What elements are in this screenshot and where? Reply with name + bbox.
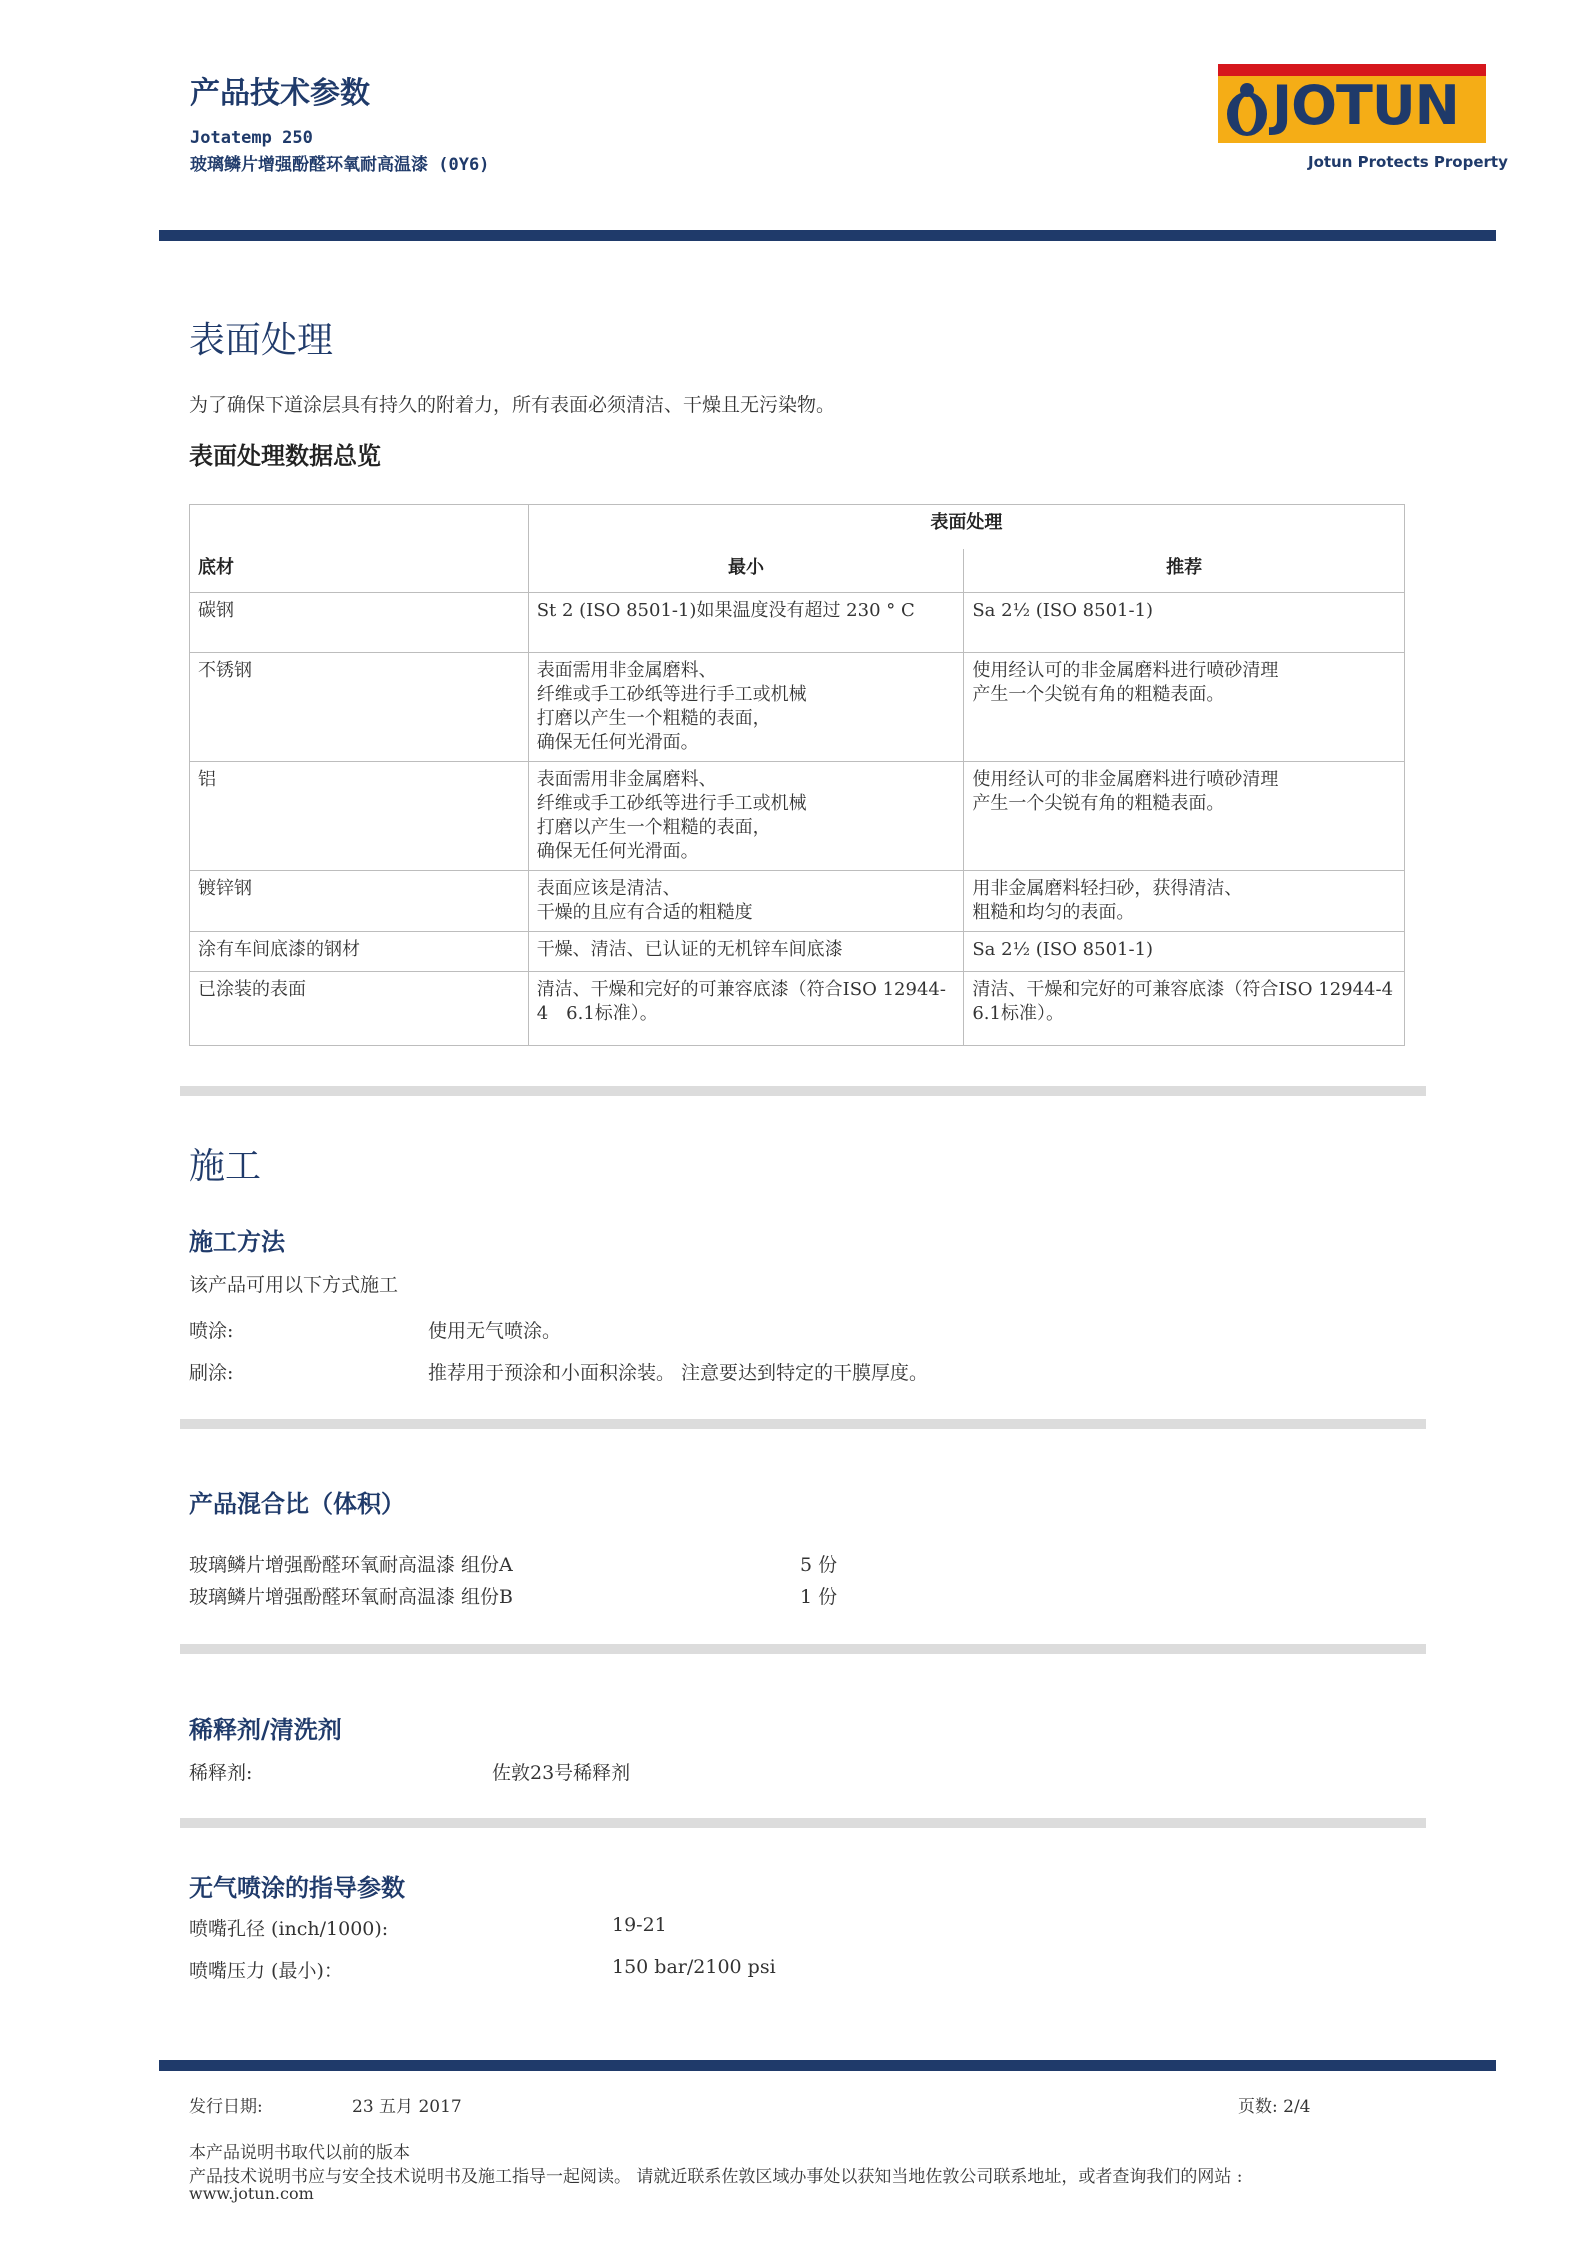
logo-tagline: Jotun Protects Property: [1308, 153, 1508, 171]
doc-title: 产品技术参数: [190, 76, 370, 111]
product-name: Jotatemp 250: [190, 128, 313, 148]
group-header: 表面处理: [528, 505, 1404, 549]
method-value: 使用无气喷涂。: [428, 1320, 562, 1342]
cell-substrate: 铝: [190, 762, 529, 871]
cell-min: 干燥、清洁、已认证的无机锌车间底漆: [528, 932, 964, 972]
website-link[interactable]: www.jotun.com: [189, 2184, 314, 2203]
cell-rec: 使用经认可的非金属磨料进行喷砂清理 产生一个尖锐有角的粗糙表面。: [964, 762, 1405, 871]
col-min-header: 最小: [528, 549, 964, 593]
cell-rec: Sa 2½ (ISO 8501-1): [964, 593, 1405, 653]
cell-min: 表面应该是清洁、 干燥的且应有合适的粗糙度: [528, 871, 964, 932]
surface-intro: 为了确保下道涂层具有持久的附着力，所有表面必须清洁、干燥且无污染物。: [189, 394, 836, 416]
table-row: [190, 653, 1405, 762]
section-divider: [180, 1419, 1426, 1429]
surface-summary-heading: 表面处理数据总览: [189, 442, 381, 470]
surface-heading: 表面处理: [189, 320, 334, 361]
mix-label: 玻璃鳞片增强酚醛环氧耐高温漆 组份B: [189, 1586, 514, 1608]
cell-min: 清洁、干燥和完好的可兼容底漆（符合ISO 12944-4 6.1标准）。: [528, 972, 964, 1046]
col-rec-header: 推荐: [964, 549, 1405, 593]
col-substrate-header: 底材: [190, 505, 529, 593]
section-divider: [180, 1818, 1426, 1828]
airless-heading: 无气喷涂的指导参数: [189, 1874, 405, 1902]
cell-min: 表面需用非金属磨料、 纤维或手工砂纸等进行手工或机械 打磨以产生一个粗糙的表面， 确保无任何光滑面。: [528, 653, 964, 762]
cell-substrate: 碳钢: [190, 593, 529, 653]
cell-min: 表面需用非金属磨料、 纤维或手工砂纸等进行手工或机械 打磨以产生一个粗糙的表面， 确保无任何光滑面。: [528, 762, 964, 871]
cell-substrate: 已涂装的表面: [190, 972, 529, 1046]
airless-value: 19-21: [612, 1914, 667, 1936]
application-heading: 施工: [189, 1146, 262, 1187]
table-row: [190, 871, 1405, 932]
page-number: 页数: 2/4: [1238, 2097, 1311, 2117]
section-divider: [180, 1086, 1426, 1096]
thinner-value: 佐敦23号稀释剂: [492, 1762, 631, 1784]
cell-rec: 用非金属磨料轻扫砂，获得清洁、 粗糙和均匀的表面。: [964, 871, 1405, 932]
cell-min: St 2 (ISO 8501-1)如果温度没有超过 230 ° C: [528, 593, 964, 653]
issue-date: 23 五月 2017: [352, 2097, 462, 2117]
table-row: [190, 972, 1405, 1046]
logo-text: JOTUN: [1272, 74, 1459, 137]
table-row: [190, 593, 1405, 653]
footer-note-supersede: 本产品说明书取代以前的版本: [189, 2143, 410, 2163]
issue-label: 发行日期:: [189, 2097, 263, 2117]
table-row: [190, 762, 1405, 871]
jotun-emblem-icon: [1222, 80, 1272, 140]
thinner-label: 稀释剂:: [189, 1762, 253, 1784]
mix-label: 玻璃鳞片增强酚醛环氧耐高温漆 组份A: [189, 1554, 513, 1576]
method-label: 刷涂:: [189, 1362, 234, 1384]
footer-note-read: 产品技术说明书应与安全技术说明书及施工指导一起阅读。 请就近联系佐敦区域办事处以获知当地佐敦公司联系地址，或者查询我们的网站 :: [189, 2167, 1243, 2187]
cell-substrate: 不锈钢: [190, 653, 529, 762]
method-value: 推荐用于预涂和小面积涂装。 注意要达到特定的干膜厚度。: [428, 1362, 929, 1384]
mix-heading: 产品混合比（体积）: [189, 1490, 405, 1518]
cell-rec: 清洁、干燥和完好的可兼容底漆（符合ISO 12944-4 6.1标准）。: [964, 972, 1405, 1046]
cell-substrate: 镀锌钢: [190, 871, 529, 932]
surface-prep-table: [189, 504, 1412, 1046]
thinner-heading: 稀释剂/清洗剂: [189, 1716, 342, 1744]
method-label: 喷涂:: [189, 1320, 234, 1342]
methods-intro: 该产品可用以下方式施工: [189, 1274, 399, 1296]
airless-label: 喷嘴压力 (最小)：: [189, 1960, 343, 1982]
methods-heading: 施工方法: [189, 1228, 285, 1256]
cell-substrate: 涂有车间底漆的钢材: [190, 932, 529, 972]
mix-value: 1 份: [800, 1586, 838, 1608]
mix-value: 5 份: [800, 1554, 838, 1576]
airless-value: 150 bar/2100 psi: [612, 1956, 776, 1978]
header-divider: [159, 230, 1496, 241]
section-divider: [180, 1644, 1426, 1654]
cell-rec: Sa 2½ (ISO 8501-1): [964, 932, 1405, 972]
table-row: [190, 932, 1405, 972]
airless-label: 喷嘴孔径 (inch/1000):: [189, 1918, 389, 1940]
product-description: 玻璃鳞片增强酚醛环氧耐高温漆 (0Y6): [190, 155, 490, 175]
footer-divider: [159, 2060, 1496, 2071]
cell-rec: 使用经认可的非金属磨料进行喷砂清理 产生一个尖锐有角的粗糙表面。: [964, 653, 1405, 762]
